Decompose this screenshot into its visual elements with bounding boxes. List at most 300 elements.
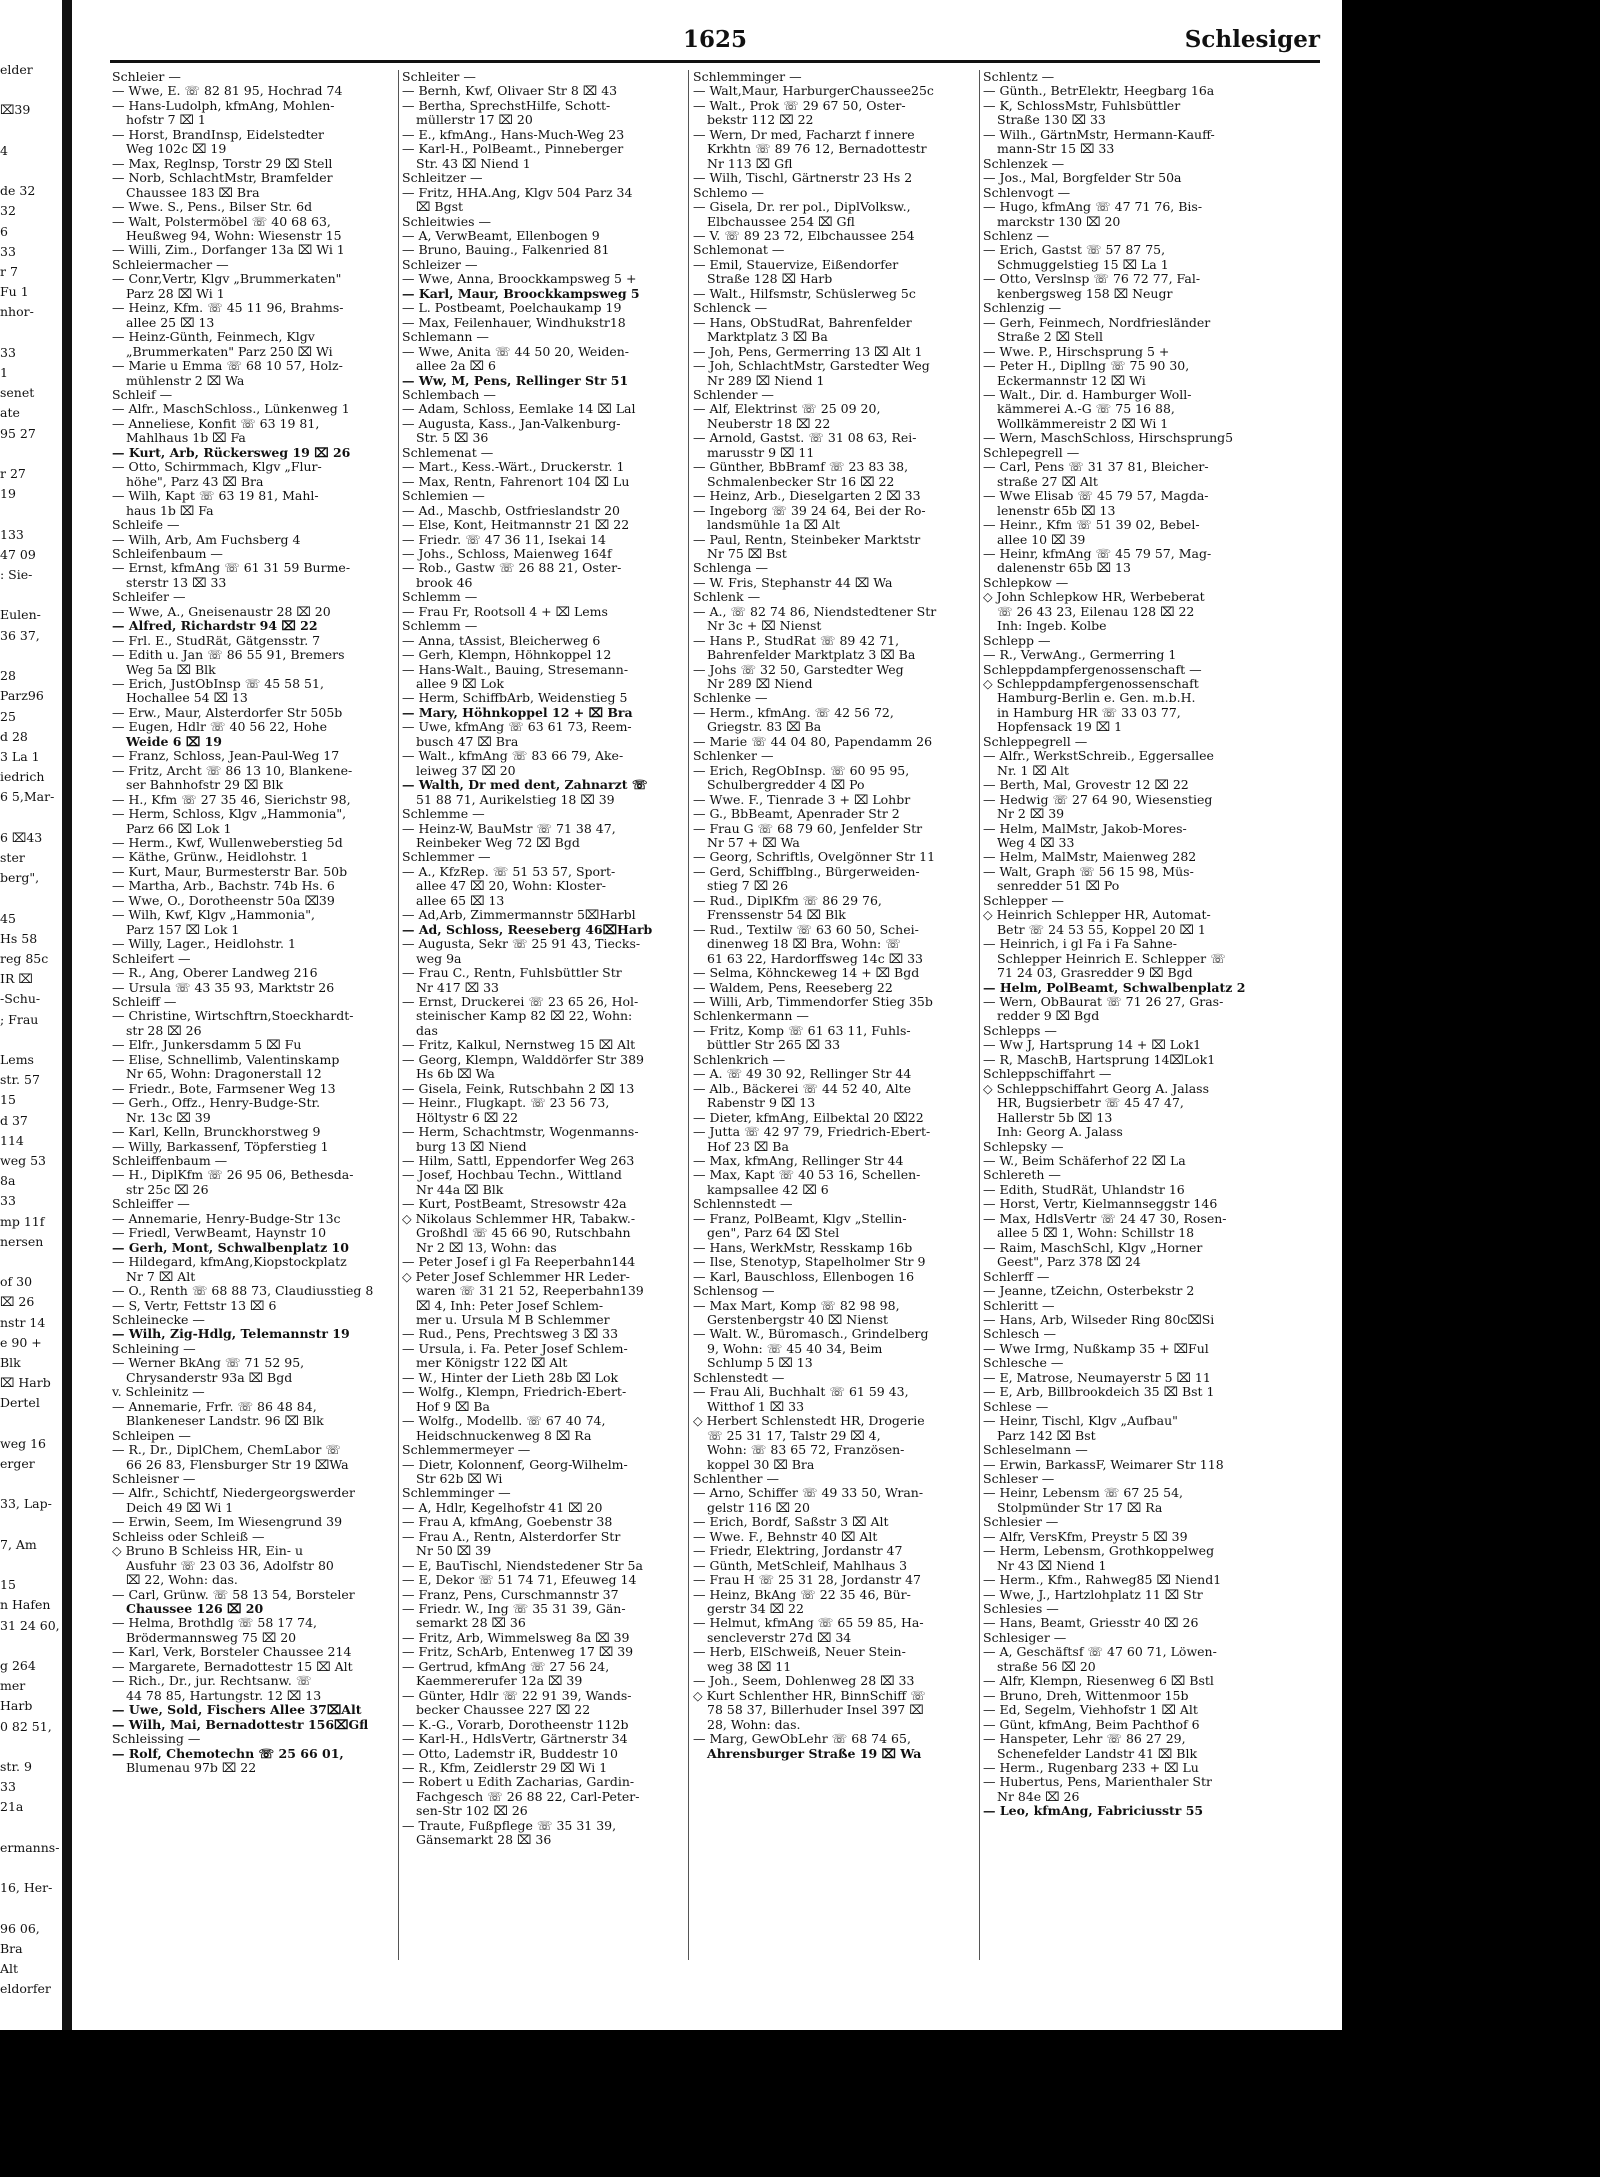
directory-entry-line: allee 5 ⌧ 1, Wohn: Schillstr 18: [997, 1225, 1195, 1241]
running-title: Schlesiger: [1184, 26, 1320, 53]
directory-entry-line: — Arno, Schiffer ☏ 49 33 50, Wran-: [693, 1485, 924, 1501]
fragment-line: 15: [0, 1092, 16, 1108]
surname-heading: Schlenzek —: [983, 155, 1065, 171]
fragment-line: Harb: [0, 1698, 33, 1714]
directory-entry-line: — A., ☏ 82 74 86, Niendstedtener Str: [693, 603, 937, 619]
directory-entry-line: — Annemarie, Henry-Budge-Str 13c: [112, 1210, 341, 1226]
surname-heading: Schleif —: [112, 386, 173, 402]
directory-entry-line: senredder 51 ⌧ Po: [997, 878, 1120, 894]
directory-entry-line: — Heinr, Lebensm ☏ 67 25 54,: [983, 1485, 1183, 1501]
directory-entry-line: — Wern, Dr med, Facharzt f innere: [693, 126, 915, 142]
fragment-line: eldorfer: [0, 1981, 51, 1997]
fragment-line: [0, 1858, 55, 1878]
directory-entry-line: bekstr 112 ⌧ 22: [707, 112, 814, 128]
previous-page-fragment: [0, 60, 60, 1997]
fragment-line: 36 37,: [0, 627, 40, 643]
directory-entry-line: Elbchaussee 254 ⌧ Gfl: [707, 213, 855, 229]
directory-entry-line: — Edith u. Jan ☏ 86 55 91, Bremers: [112, 647, 345, 663]
directory-entry-line: HR, Bugsierbetr ☏ 45 47 47,: [997, 1095, 1184, 1111]
directory-entry-line: — Gertrud, kfmAng ☏ 27 56 24,: [402, 1658, 610, 1674]
directory-entry-line: str 25c ⌧ 26: [126, 1181, 209, 1197]
directory-entry-line: — Max, Reglnsp, Torstr 29 ⌧ Stell: [112, 155, 333, 171]
surname-heading: Schleppegrell —: [983, 733, 1088, 749]
directory-entry-line: 61 63 22, Hardorffsweg 14c ⌧ 33: [707, 950, 923, 966]
directory-entry-line: — Rud., Pens, Prechtsweg 3 ⌧ 33: [402, 1326, 619, 1342]
directory-entry-line: Blankeneser Landstr. 96 ⌧ Blk: [126, 1413, 324, 1429]
directory-entry-line: — Max, Rentn, Fahrenort 104 ⌧ Lu: [402, 473, 630, 489]
directory-entry-line: ◇ Nikolaus Schlemmer HR, Tabakw.-: [402, 1210, 636, 1226]
directory-entry-line: Parz 157 ⌧ Lok 1: [126, 921, 240, 937]
surname-heading: Schleifenbaum —: [112, 545, 223, 561]
directory-entry-line: Wohn: ☏ 83 65 72, Französen-: [707, 1442, 905, 1458]
fragment-line: 133: [0, 526, 24, 542]
directory-entry-line: — Erich, Gastst ☏ 57 87 75,: [983, 242, 1166, 258]
header-rule: [110, 60, 1320, 63]
fragment-line: weg 16: [0, 1435, 46, 1451]
directory-entry-line: Nr. 13c ⌧ 39: [126, 1109, 211, 1125]
surname-heading: Schleiermacher —: [112, 256, 229, 272]
directory-entry-line: semarkt 28 ⌧ 36: [416, 1615, 526, 1631]
fragment-line: 96 06,: [0, 1920, 40, 1936]
surname-heading: Schlemm —: [402, 589, 478, 605]
directory-entry-line: — Frau C., Rentn, Fuhlsbüttler Str: [402, 965, 622, 981]
directory-entry-line: — Wilh, Arb, Am Fuchsberg 4: [112, 531, 301, 547]
directory-entry-line: allee 2a ⌧ 6: [416, 358, 496, 374]
directory-entry-line: — A, VerwBeamt, Ellenbogen 9: [402, 227, 600, 243]
directory-entry-line: — Marie ☏ 44 04 80, Papendamm 26: [693, 733, 933, 749]
directory-entry-line: — Karl, Kelln, Brunckhorstweg 9: [112, 1124, 321, 1140]
directory-entry-line: — Georg, Schriftls, Ovelgönner Str 11: [693, 849, 936, 865]
directory-entry-line: — Karl-H., PolBeamt., Pinneberger: [402, 141, 624, 157]
surname-heading: Schlenvogt —: [983, 184, 1071, 200]
directory-entry-line: — Norb, SchlachtMstr, Bramfelder: [112, 170, 333, 186]
directory-entry-line: — Margarete, Bernadottestr 15 ⌧ Alt: [112, 1658, 353, 1674]
directory-entry-line: waren ☏ 31 21 52, Reeperbahn139: [416, 1283, 644, 1299]
directory-entry-line: Wollkämmereistr 2 ⌧ Wi 1: [997, 415, 1169, 431]
directory-entry-line: — Jeanne, tZeichn, Osterbekstr 2: [983, 1283, 1195, 1299]
directory-entry-line: — Jutta ☏ 42 97 79, Friedrich-Ebert-: [693, 1124, 931, 1140]
directory-entry-line: — Helm, PolBeamt, Schwalbenplatz 2: [983, 979, 1246, 995]
directory-entry-line: — Carl, Pens ☏ 31 37 81, Bleicher-: [983, 459, 1209, 475]
fragment-line: nhor-: [0, 304, 34, 320]
surname-heading: Schlemmer —: [402, 849, 491, 865]
directory-entry-line: — A, Hdlr, Kegelhofstr 41 ⌧ 20: [402, 1499, 603, 1515]
directory-entry-line: — Wilh, Mai, Bernadottestr 156⌧Gfl: [112, 1716, 369, 1732]
directory-entry-line: — Walt,Maur, HarburgerChaussee25c: [693, 83, 934, 99]
directory-entry-line: busch 47 ⌧ Bra: [416, 733, 519, 749]
directory-entry-line: — Frau Fr, Rootsoll 4 + ⌧ Lems: [402, 603, 608, 619]
directory-entry-line: — R., VerwAng., Germerring 1: [983, 647, 1177, 663]
directory-entry-line: — Joh., Seem, Dohlenweg 28 ⌧ 33: [693, 1673, 915, 1689]
surname-heading: Schleining —: [112, 1340, 196, 1356]
directory-column-3: [693, 70, 978, 1970]
directory-entry-line: — Walt, Polstermöbel ☏ 40 68 63,: [112, 213, 331, 229]
directory-entry-line: — Karl, Maur, Broockkampsweg 5: [402, 285, 640, 301]
directory-entry-line: allee 9 ⌧ Lok: [416, 676, 504, 692]
directory-entry-line: — Herm, Schloss, Klgv „Hammonia",: [112, 806, 347, 822]
directory-entry-line: — Hans, Arb, Wilseder Ring 80c⌧Si: [983, 1311, 1215, 1327]
fragment-line: 114: [0, 1132, 24, 1148]
surname-heading: Schlesies —: [983, 1601, 1059, 1617]
directory-entry-line: — W., Beim Schäferhof 22 ⌧ La: [983, 1152, 1186, 1168]
directory-entry-line: allee 65 ⌧ 13: [416, 892, 505, 908]
directory-entry-line: — Hans P., StudRat ☏ 89 42 71,: [693, 632, 900, 648]
surname-heading: Schlesche —: [983, 1355, 1064, 1371]
directory-entry-line: — Wwe, A., Gneisenaustr 28 ⌧ 20: [112, 603, 331, 619]
surname-heading: Schlensog —: [693, 1283, 775, 1299]
directory-entry-line: — Wwe. P., Hirschsprung 5 +: [983, 343, 1170, 359]
directory-entry-line: Höltystr 6 ⌧ 22: [416, 1109, 519, 1125]
directory-entry-line: — Walt. W., Büromasch., Grindelberg: [693, 1326, 929, 1342]
fragment-line: 16, Her-: [0, 1880, 53, 1896]
directory-entry-line: — Gerd, Schiffblng., Bürgerweiden-: [693, 863, 920, 879]
directory-entry-line: — Wilh, Kapt ☏ 63 19 81, Mahl-: [112, 488, 319, 504]
directory-entry-line: — Leo, kfmAng, Fabriciusstr 55: [983, 1803, 1204, 1819]
directory-entry-line: 9, Wohn: ☏ 45 40 34, Beim: [707, 1340, 883, 1356]
surname-heading: Schlepkow —: [983, 574, 1069, 590]
directory-entry-line: marckstr 130 ⌧ 20: [997, 213, 1121, 229]
directory-entry-line: — Hanspeter, Lehr ☏ 86 27 29,: [983, 1731, 1186, 1747]
directory-entry-line: — Friedl, VerwBeamt, Haynstr 10: [112, 1225, 327, 1241]
directory-entry-line: Großhdl ☏ 45 66 90, Rutschbahn: [416, 1225, 631, 1241]
directory-entry-line: Reinbeker Weg 72 ⌧ Bgd: [416, 835, 580, 851]
surname-heading: Schlender —: [693, 386, 774, 402]
directory-entry-line: ⌧ 22, Wohn: das.: [126, 1572, 238, 1588]
directory-entry-line: — Friedr. W., Ing ☏ 35 31 39, Gän-: [402, 1601, 626, 1617]
directory-entry-line: gerstr 34 ⌧ 22: [707, 1601, 804, 1617]
directory-entry-line: — Alfr., MaschSchloss., Lünkenweg 1: [112, 401, 350, 417]
directory-entry-line: weg 38 ⌧ 11: [707, 1658, 792, 1674]
directory-entry-line: — Horst, BrandInsp, Eidelstedter: [112, 126, 325, 142]
directory-entry-line: — Herm., Rugenbarg 233 + ⌧ Lu: [983, 1760, 1199, 1776]
directory-entry-line: — Ursula ☏ 43 35 93, Marktstr 26: [112, 979, 335, 995]
directory-entry-line: Inh: Georg A. Jalass: [997, 1124, 1123, 1140]
directory-entry-line: — Günth., BetrElektr, Heegbarg 16a: [983, 83, 1215, 99]
surname-heading: Schlenck —: [693, 300, 768, 316]
fragment-line: 32: [0, 203, 16, 219]
fragment-line: Fu 1: [0, 284, 29, 300]
directory-entry-line: — Hans-Walt., Bauing, Stresemann-: [402, 661, 629, 677]
directory-entry-line: steinischer Kamp 82 ⌧ 22, Wohn:: [416, 1008, 633, 1024]
fragment-line: [0, 161, 55, 181]
directory-entry-line: Gerstenbergstr 40 ⌧ Nienst: [707, 1311, 889, 1327]
directory-entry-line: — Gerh, Klempn, Höhnkoppel 12: [402, 647, 612, 663]
directory-entry-line: — W., Hinter der Lieth 28b ⌧ Lok: [402, 1369, 619, 1385]
directory-entry-line: weg 9a: [416, 950, 462, 966]
directory-entry-line: ◇ Herbert Schlenstedt HR, Drogerie: [693, 1413, 925, 1429]
directory-entry-line: — Günt, kfmAng, Beim Pachthof 6: [983, 1716, 1200, 1732]
directory-entry-line: — Ww, M, Pens, Rellinger Str 51: [402, 372, 629, 388]
directory-entry-line: — W. Fris, Stephanstr 44 ⌧ Wa: [693, 574, 893, 590]
directory-entry-line: Heidschnuckenweg 8 ⌧ Ra: [416, 1427, 592, 1443]
fragment-line: elder: [0, 62, 33, 77]
directory-entry-line: — Wwe. F., Tienrade 3 + ⌧ Lohbr: [693, 791, 911, 807]
directory-entry-line: — Bertha, SprechstHilfe, Schott-: [402, 97, 611, 113]
fragment-line: Lems: [0, 1051, 34, 1067]
directory-entry-line: — Waldem, Pens, Reeseberg 22: [693, 979, 893, 995]
surname-heading: Schlemminger —: [402, 1485, 511, 1501]
surname-heading: Schleisner —: [112, 1470, 196, 1486]
directory-entry-line: — Else, Kont, Heitmannstr 21 ⌧ 22: [402, 517, 630, 533]
directory-entry-line: — Max, kfmAng, Rellinger Str 44: [693, 1152, 904, 1168]
surname-heading: Schlemminger —: [693, 69, 802, 84]
directory-entry-line: — Günter, Hdlr ☏ 22 91 39, Wands-: [402, 1687, 632, 1703]
directory-entry-line: — Wwe, Anita ☏ 44 50 20, Weiden-: [402, 343, 630, 359]
fragment-line: Hs 58: [0, 930, 38, 946]
directory-entry-line: — Marie u Emma ☏ 68 10 57, Holz-: [112, 358, 343, 374]
directory-entry-line: — Karl, Bauschloss, Ellenbogen 16: [693, 1268, 915, 1284]
directory-entry-line: — Arnold, Gastst. ☏ 31 08 63, Rei-: [693, 430, 917, 446]
directory-entry-line: — Ed, Segelm, Viehhofstr 1 ⌧ Alt: [983, 1702, 1198, 1718]
directory-entry-line: — Helmut, kfmAng ☏ 65 59 85, Ha-: [693, 1615, 924, 1631]
directory-entry-line: — Helm, MalMstr, Jakob-Mores-: [983, 820, 1187, 836]
directory-entry-line: Schmalenbecker Str 16 ⌧ 22: [707, 473, 895, 489]
surname-heading: Schlepps —: [983, 1022, 1057, 1038]
fragment-line: Dertel: [0, 1395, 40, 1411]
fragment-line: [0, 1030, 55, 1050]
directory-entry-line: Parz 66 ⌧ Lok 1: [126, 820, 232, 836]
directory-entry-line: — S, Vertr, Fettstr 13 ⌧ 6: [112, 1297, 277, 1313]
directory-entry-line: büttler Str 265 ⌧ 33: [707, 1037, 841, 1053]
fragment-line: [0, 1737, 55, 1757]
directory-entry-line: — Bruno, Dreh, Wittenmoor 15b: [983, 1687, 1189, 1703]
directory-entry-line: kenbergsweg 158 ⌧ Neugr: [997, 285, 1173, 301]
fragment-line: d 37: [0, 1112, 28, 1128]
directory-entry-line: — Heinz, BkAng ☏ 22 35 46, Bür-: [693, 1586, 911, 1602]
directory-entry-line: — Frau G ☏ 68 79 60, Jenfelder Str: [693, 820, 923, 836]
surname-heading: Schlenzig —: [983, 300, 1062, 316]
directory-entry-line: gen", Parz 64 ⌧ Stel: [707, 1225, 840, 1241]
directory-entry-line: Ausfuhr ☏ 23 03 36, Adolfstr 80: [126, 1557, 334, 1573]
directory-entry-line: Schenefelder Landstr 41 ⌧ Blk: [997, 1745, 1198, 1761]
directory-entry-line: Straße 130 ⌧ 33: [997, 112, 1106, 128]
directory-entry-line: Parz 28 ⌧ Wi 1: [126, 285, 225, 301]
directory-entry-line: — Berth, Mal, Grovestr 12 ⌧ 22: [983, 777, 1189, 793]
fragment-line: 15: [0, 1577, 16, 1593]
directory-entry-line: — Hildegard, kfmAng,Kiopstockplatz: [112, 1254, 347, 1270]
surname-heading: Schlemien —: [402, 488, 485, 504]
surname-heading: Schleitwies —: [402, 213, 492, 229]
directory-entry-line: — R., Kfm, Zeidlerstr 29 ⌧ Wi 1: [402, 1760, 608, 1776]
surname-heading: Schleser —: [983, 1470, 1055, 1486]
fragment-line: e 90 +: [0, 1334, 42, 1350]
surname-heading: Schleiff —: [112, 994, 177, 1009]
fragment-line: erger: [0, 1456, 35, 1472]
directory-entry-line: — R., Ang, Oberer Landweg 216: [112, 965, 318, 981]
directory-entry-line: — Wwe. S., Pens., Bilser Str. 6d: [112, 199, 313, 215]
directory-entry-line: mer u. Ursula M B Schlemmer: [416, 1311, 610, 1327]
fragment-line: [0, 585, 55, 605]
directory-entry-line: Hopfensack 19 ⌧ 1: [997, 719, 1123, 735]
directory-entry-line: — Wwe, J., Hartzlohplatz 11 ⌧ Str: [983, 1586, 1203, 1602]
directory-entry-line: — Horst, Vertr, Kielmannseggstr 146: [983, 1196, 1218, 1212]
directory-entry-line: — Johs., Schloss, Maienweg 164f: [402, 545, 612, 561]
directory-entry-line: Hamburg-Berlin e. Gen. m.b.H.: [997, 690, 1196, 706]
directory-entry-line: — Frau A, kfmAng, Goebenstr 38: [402, 1514, 613, 1530]
fragment-line: [0, 323, 55, 343]
fragment-line: 45: [0, 910, 16, 926]
directory-entry-line: — Friedr, Elektring, Jordanstr 47: [693, 1543, 903, 1559]
directory-entry-line: — Augusta, Sekr ☏ 25 91 43, Tiecks-: [402, 936, 641, 952]
directory-entry-line: — Herb, ElSchweiß, Neuer Stein-: [693, 1644, 906, 1660]
fragment-line: n Hafen: [0, 1597, 51, 1613]
directory-entry-line: — A., KfzRep. ☏ 51 53 57, Sport-: [402, 863, 616, 879]
directory-entry-line: — Anna, tAssist, Bleicherweg 6: [402, 632, 601, 648]
directory-entry-line: Straße 2 ⌧ Stell: [997, 329, 1104, 345]
directory-entry-line: Schlepper Heinrich E. Schlepper ☏: [997, 950, 1226, 966]
directory-entry-line: Inh: Ingeb. Kolbe: [997, 618, 1107, 634]
directory-entry-line: — Ad., Maschb, Ostfrieslandstr 20: [402, 502, 620, 518]
surname-heading: Schlepp —: [983, 632, 1051, 648]
surname-heading: Schleinecke —: [112, 1311, 205, 1327]
directory-entry-line: — Max Mart, Komp ☏ 82 98 98,: [693, 1297, 900, 1313]
surname-heading: Schlenstedt —: [693, 1369, 785, 1385]
directory-entry-line: — Kurt, Arb, Rückersweg 19 ⌧ 26: [112, 444, 351, 460]
directory-entry-line: Hof 9 ⌧ Ba: [416, 1398, 490, 1414]
directory-entry-line: — Frau Ali, Buchhalt ☏ 61 59 43,: [693, 1384, 909, 1400]
surname-heading: Schleifer —: [112, 589, 186, 605]
directory-entry-line: — Wern, MaschSchloss, Hirschsprung5: [983, 430, 1234, 446]
surname-heading: Schlenz —: [983, 227, 1050, 243]
fragment-line: Eulen-: [0, 607, 41, 623]
directory-entry-line: becker Chaussee 227 ⌧ 22: [416, 1702, 591, 1718]
column-divider: [398, 70, 399, 1960]
surname-heading: Schleiss oder Schleiß —: [112, 1528, 265, 1544]
directory-entry-line: straße 27 ⌧ Alt: [997, 473, 1098, 489]
directory-entry-line: — Wwe Irmg, Nußkamp 35 + ⌧Ful: [983, 1340, 1209, 1356]
fragment-line: [0, 1474, 55, 1494]
directory-entry-line: 28, Wohn: das.: [707, 1716, 801, 1732]
directory-entry-line: — Gerh, Mont, Schwalbenplatz 10: [112, 1239, 349, 1255]
directory-entry-line: — Ad, Schloss, Reeseberg 46⌧Harb: [402, 921, 653, 937]
directory-entry-line: — G., BbBeamt, Apenrader Str 2: [693, 806, 900, 822]
fragment-line: 6 5,Mar-: [0, 789, 55, 805]
surname-heading: Schleppschiffahrt —: [983, 1066, 1112, 1082]
directory-entry-line: — Jos., Mal, Borgfelder Str 50a: [983, 170, 1182, 186]
directory-entry-line: — Erich, RegObInsp. ☏ 60 95 95,: [693, 762, 910, 778]
surname-heading: Schleipen —: [112, 1427, 191, 1443]
directory-entry-line: — Annemarie, Frfr. ☏ 86 48 84,: [112, 1398, 317, 1414]
directory-entry-line: Blumenau 97b ⌧ 22: [126, 1760, 257, 1776]
fragment-line: 6 ⌧43: [0, 829, 43, 845]
directory-entry-line: — L. Postbeamt, Poelchaukamp 19: [402, 300, 622, 316]
directory-entry-line: — Hedwig ☏ 27 64 90, Wiesenstieg: [983, 791, 1213, 807]
directory-entry-line: ◇ Heinrich Schlepper HR, Automat-: [983, 907, 1211, 923]
directory-entry-line: — Ww J, Hartsprung 14 + ⌧ Lok1: [983, 1037, 1202, 1053]
surname-heading: Schlenkermann —: [693, 1008, 809, 1024]
directory-entry-line: — Fritz, Kalkul, Nernstweg 15 ⌧ Alt: [402, 1037, 636, 1053]
directory-entry-line: ⌧ 4, Inh: Peter Josef Schlem-: [416, 1297, 604, 1313]
directory-entry-line: — Eugen, Hdlr ☏ 40 56 22, Hohe: [112, 719, 327, 735]
directory-entry-line: Nr 44a ⌧ Blk: [416, 1181, 504, 1197]
directory-entry-line: Hs 6b ⌧ Wa: [416, 1066, 495, 1082]
directory-entry-line: Eckermannstr 12 ⌧ Wi: [997, 372, 1146, 388]
directory-entry-line: ser Bahnhofstr 29 ⌧ Blk: [126, 777, 284, 793]
surname-heading: Schlemm —: [402, 618, 478, 634]
directory-entry-line: — Rolf, Chemotechn ☏ 25 66 01,: [112, 1745, 344, 1761]
surname-heading: v. Schleinitz —: [112, 1384, 205, 1400]
directory-entry-line: ☏ 26 43 23, Eilenau 128 ⌧ 22: [997, 603, 1195, 619]
directory-entry-line: Str. 43 ⌧ Niend 1: [416, 155, 531, 171]
directory-entry-line: — Heinz, Arb., Dieselgarten 2 ⌧ 33: [693, 488, 921, 504]
directory-entry-line: — Joh, Pens, Germerring 13 ⌧ Alt 1: [693, 343, 923, 359]
fragment-line: ster: [0, 849, 25, 865]
directory-entry-line: — Franz, Pens, Curschmannstr 37: [402, 1586, 619, 1602]
surname-heading: Schleiter —: [402, 69, 476, 84]
directory-entry-line: brook 46: [416, 574, 473, 590]
directory-entry-line: Rabenstr 9 ⌧ 13: [707, 1095, 816, 1111]
fragment-line: str. 9: [0, 1759, 32, 1775]
directory-entry-line: Nr 84e ⌧ 26: [997, 1788, 1080, 1804]
surname-heading: Schlenker —: [693, 748, 774, 764]
directory-entry-line: — Wolfg., Klempn, Friedrich-Ebert-: [402, 1384, 627, 1400]
directory-entry-line: Fachgesch ☏ 26 88 22, Carl-Peter-: [416, 1788, 640, 1804]
directory-entry-line: — Werner BkAng ☏ 71 52 95,: [112, 1355, 305, 1371]
directory-entry-line: — Karl, Verk, Borsteler Chaussee 214: [112, 1644, 352, 1660]
fragment-line: 8a: [0, 1173, 16, 1189]
directory-entry-line: — Christine, Wirtschftrn,Stoeckhardt-: [112, 1008, 354, 1024]
directory-entry-line: ☏ 25 31 17, Talstr 29 ⌧ 4,: [707, 1427, 881, 1443]
directory-entry-line: Brödermannsweg 75 ⌧ 20: [126, 1629, 297, 1645]
fragment-line: 28: [0, 668, 16, 684]
directory-entry-line: Nr 50 ⌧ 39: [416, 1543, 492, 1559]
directory-entry-line: — Max, HdlsVertr ☏ 24 47 30, Rosen-: [983, 1210, 1227, 1226]
directory-entry-line: — Ernst, kfmAng ☏ 61 31 59 Burme-: [112, 560, 351, 576]
directory-entry-line: — Kurt, PostBeamt, Stresowstr 42a: [402, 1196, 627, 1212]
directory-entry-line: — Ingeborg ☏ 39 24 64, Bei der Ro-: [693, 502, 926, 518]
fragment-line: nersen: [0, 1233, 44, 1249]
surname-heading: Schlenther —: [693, 1470, 779, 1486]
directory-entry-line: — Wwe, E. ☏ 82 81 95, Hochrad 74: [112, 83, 343, 99]
directory-entry-line: Mahlhaus 1b ⌧ Fa: [126, 430, 246, 446]
surname-heading: Schlentz —: [983, 69, 1055, 84]
directory-entry-line: koppel 30 ⌧ Bra: [707, 1456, 815, 1472]
directory-entry-line: haus 1b ⌧ Fa: [126, 502, 214, 518]
surname-heading: Schleier —: [112, 69, 181, 84]
fragment-line: 33: [0, 1779, 16, 1795]
directory-entry-line: — Hans, ObStudRat, Bahrenfelder: [693, 314, 912, 330]
fragment-line: 0 82 51,: [0, 1718, 52, 1734]
fragment-line: [0, 888, 55, 908]
surname-heading: Schleife —: [112, 517, 180, 533]
directory-entry-line: — K.-G., Vorarb, Dorotheenstr 112b: [402, 1716, 629, 1732]
directory-entry-line: leiweg 37 ⌧ 20: [416, 762, 516, 778]
directory-entry-line: — E., kfmAng., Hans-Much-Weg 23: [402, 126, 625, 142]
fragment-line: 33: [0, 344, 16, 360]
directory-entry-line: Nr 289 ⌧ Niend: [707, 676, 813, 692]
directory-entry-line: — Robert u Edith Zacharias, Gardin-: [402, 1774, 635, 1790]
directory-entry-line: — Gerh., Offz., Henry-Budge-Str.: [112, 1095, 321, 1111]
directory-entry-line: — Willi, Zim., Dorfanger 13a ⌧ Wi 1: [112, 242, 345, 258]
directory-entry-line: — Edith, StudRät, Uhlandstr 16: [983, 1181, 1185, 1197]
directory-entry-line: Nr 65, Wohn: Dragonerstall 12: [126, 1066, 322, 1082]
surname-heading: Schlemo —: [693, 184, 764, 200]
surname-heading: Schleitzer —: [402, 170, 483, 186]
fragment-line: [0, 646, 55, 666]
fragment-line: nstr 14: [0, 1314, 46, 1330]
directory-entry-line: — Martha, Arb., Bachstr. 74b Hs. 6: [112, 878, 335, 894]
surname-heading: Schlemme —: [402, 806, 485, 822]
directory-entry-line: mer Königstr 122 ⌧ Alt: [416, 1355, 568, 1371]
directory-entry-line: — H., DiplKfm ☏ 26 95 06, Bethesda-: [112, 1167, 354, 1183]
fragment-line: -Schu-: [0, 991, 41, 1007]
directory-entry-line: allee 47 ⌧ 20, Wohn: Kloster-: [416, 878, 607, 894]
directory-entry-line: 44 78 85, Hartungstr. 12 ⌧ 13: [126, 1687, 322, 1703]
directory-entry-line: sterstr 13 ⌧ 33: [126, 574, 227, 590]
fragment-line: berg",: [0, 870, 40, 886]
directory-entry-line: 71 24 03, Grasredder 9 ⌧ Bgd: [997, 965, 1193, 981]
directory-entry-line: — Ursula, i. Fa. Peter Josef Schlem-: [402, 1340, 628, 1356]
